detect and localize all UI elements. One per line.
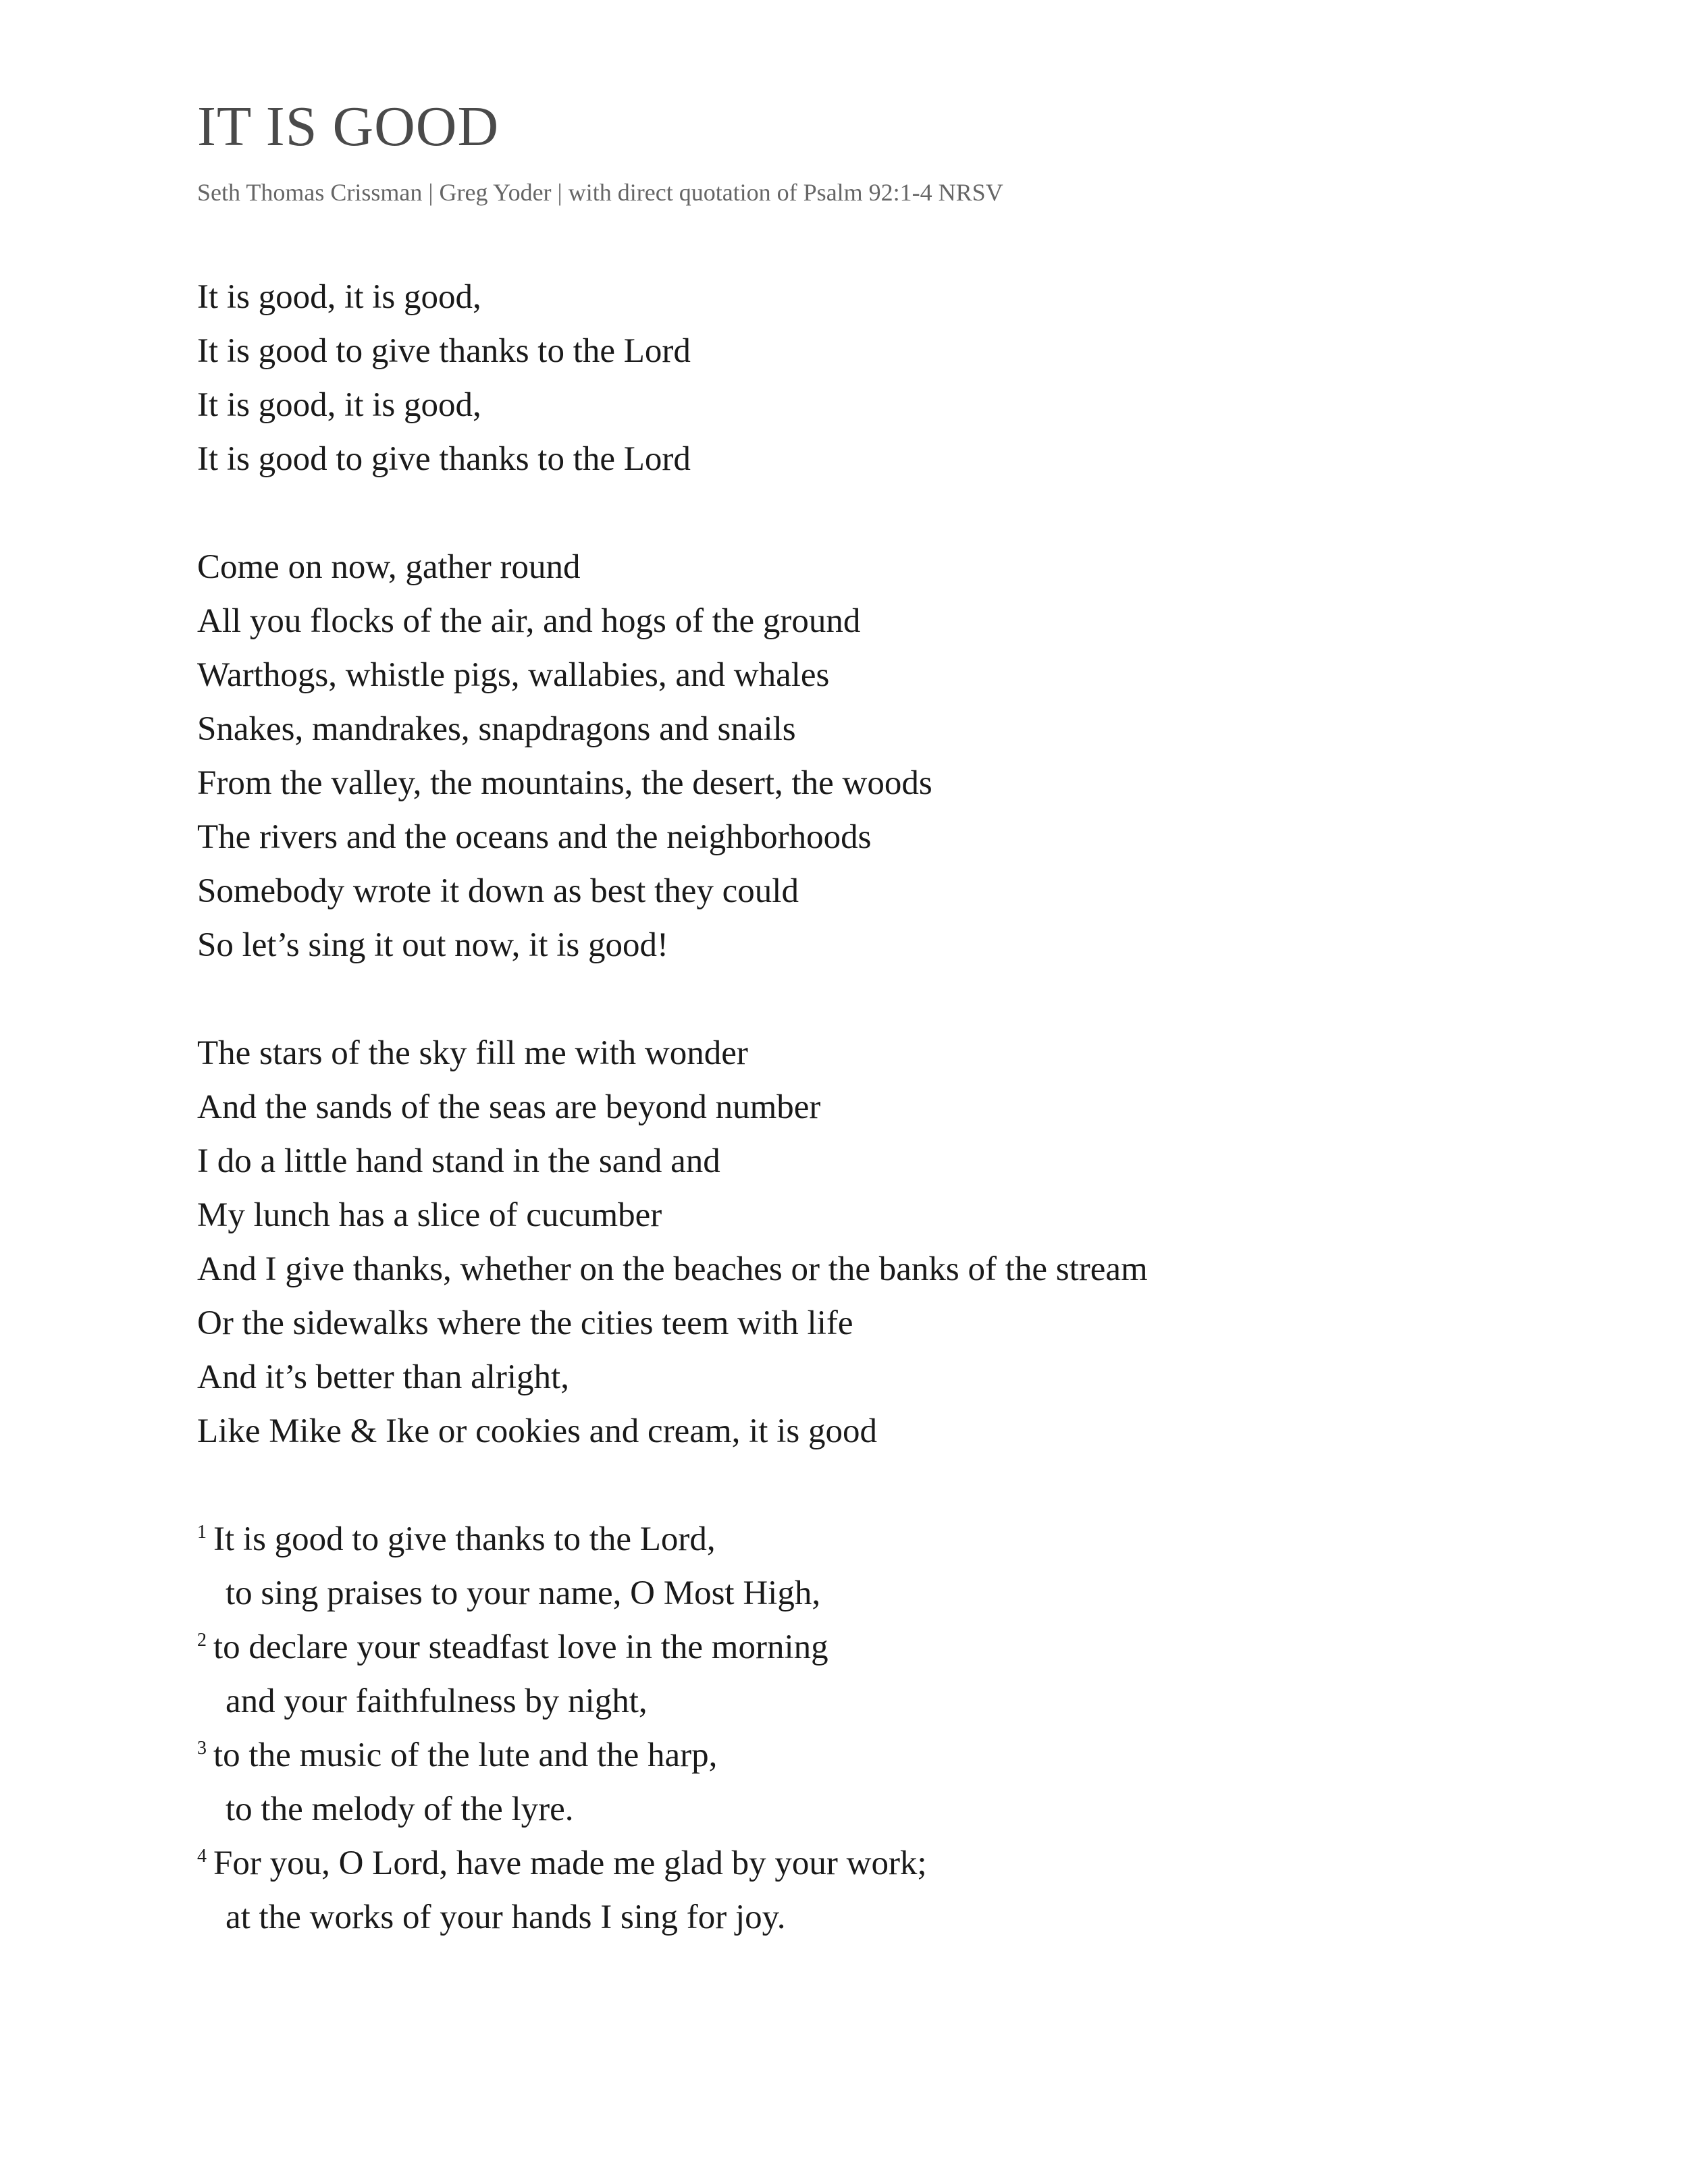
lyric-line: It is good, it is good, [197, 386, 481, 424]
psalm-verse-line [197, 1728, 1148, 1782]
song-title: IT IS GOOD [197, 95, 500, 158]
lyrics [197, 270, 1148, 1944]
song-credits: Seth Thomas Crissman | Greg Yoder | with direct quotation of Psalm 92:1-4 NRSV [197, 179, 1003, 206]
stanza-spacer [197, 972, 1148, 1026]
lyric-line: I do a little hand stand in the sand and [197, 1142, 720, 1180]
lyric-line: It is good to give thanks to the Lord [197, 440, 691, 478]
lyric-line: Snakes, mandrakes, snapdragons and snails [197, 710, 796, 748]
lyric-line: Like Mike & Ike or cookies and cream, it is good [197, 1412, 877, 1450]
lyric-line: All you flocks of the air, and hogs of the ground [197, 602, 861, 640]
stanza-spacer [197, 1458, 1148, 1512]
psalm-text: to the music of the lute and the harp, [213, 1736, 718, 1774]
stanza-refrain [197, 270, 1148, 486]
psalm-text: to declare your steadfast love in the morning [213, 1628, 828, 1666]
lyric-line: And I give thanks, whether on the beaches or the banks of the stream [197, 1250, 1148, 1288]
lyric-line: It is good, it is good, [197, 278, 481, 316]
lyric-line: The rivers and the oceans and the neighborhoods [197, 818, 872, 856]
verse-number: 1 [197, 1522, 207, 1543]
verse-number: 2 [197, 1630, 207, 1651]
psalm-text: It is good to give thanks to the Lord, [213, 1520, 716, 1558]
lyric-line: The stars of the sky fill me with wonder [197, 1034, 748, 1072]
psalm-verse-line [197, 1512, 1148, 1566]
stanza-verse-1 [197, 540, 1148, 972]
stanza-verse-2 [197, 1026, 1148, 1458]
lyric-line: Or the sidewalks where the cities teem with life [197, 1304, 853, 1342]
verse-number: 4 [197, 1846, 207, 1867]
psalm-verse-line [197, 1836, 1148, 1890]
psalm-quotation [197, 1512, 1148, 1944]
lyric-line: So let’s sing it out now, it is good! [197, 926, 668, 964]
lyric-line: And the sands of the seas are beyond number [197, 1088, 821, 1126]
psalm-continuation-line: to the melody of the lyre. [226, 1790, 574, 1828]
psalm-continuation-line: to sing praises to your name, O Most High, [226, 1574, 821, 1612]
lyric-line: Somebody wrote it down as best they could [197, 872, 799, 910]
verse-number: 3 [197, 1738, 207, 1759]
lyric-line: Warthogs, whistle pigs, wallabies, and whales [197, 656, 830, 694]
lyric-line: And it’s better than alright, [197, 1358, 569, 1396]
psalm-continuation-line: and your faithfulness by night, [226, 1682, 648, 1720]
psalm-verse-line [197, 1620, 1148, 1674]
psalm-continuation-line: at the works of your hands I sing for joy. [226, 1898, 786, 1936]
lyric-line: From the valley, the mountains, the desert, the woods [197, 764, 932, 802]
psalm-text: For you, O Lord, have made me glad by your work; [213, 1844, 927, 1882]
lyric-line: Come on now, gather round [197, 548, 581, 586]
stanza-spacer [197, 486, 1148, 540]
lyric-line: It is good to give thanks to the Lord [197, 332, 691, 370]
lyric-line: My lunch has a slice of cucumber [197, 1196, 662, 1234]
